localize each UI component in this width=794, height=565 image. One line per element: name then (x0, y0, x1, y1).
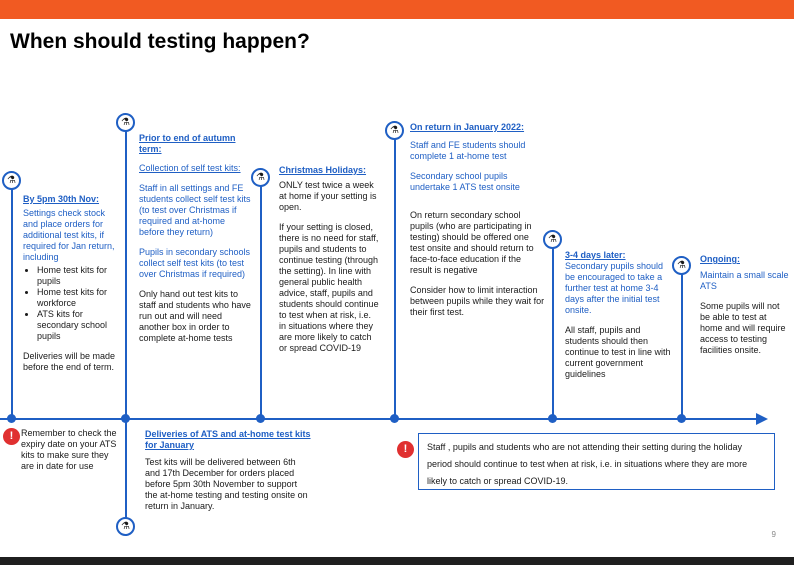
timeline-dot-christmas (256, 414, 265, 423)
top-accent-bar (0, 0, 794, 19)
step-text: Pupils in secondary schools collect self test kits (to test over Christmas if required) (139, 247, 251, 279)
step-text: All staff, pupils and students should then continue to test in line with current government guidelines (565, 325, 671, 379)
step-text: Staff and FE students should complete 1 at-home test (410, 140, 526, 161)
step-text: On return secondary school pupils (who are participating in testing) should be offered one test onsite and should return to face-to-face education if the result is negative (410, 210, 534, 275)
timeline-stem-deliveries (125, 420, 127, 520)
flask-icon: ⚗ (251, 168, 270, 187)
step-text: Staff in all settings and FE students collect self test kits (to test over Christmas if required and at-home before they return) (139, 183, 251, 237)
timeline-dot-ongoing (677, 414, 686, 423)
timeline-axis (0, 418, 760, 420)
timeline-dot-january (390, 414, 399, 423)
step-text: If your setting is closed, there is no need for staff, pupils and students to continue testing (through the setting). In line with general public health advice, staff, pupils and students should continue to test when at risk, i.e. in situations where they are more likely to catch or spread COVID-19 (279, 222, 379, 353)
timeline-stem-january (394, 138, 396, 418)
step-ongoing (700, 254, 790, 356)
deliveries-heading: Deliveries of ATS and at-home test kits for January (145, 429, 311, 450)
step-days-later (565, 250, 673, 380)
timeline-arrow-icon (756, 413, 768, 425)
step-nov-30 (23, 194, 120, 373)
holiday-note-box (418, 433, 775, 490)
timeline-stem-autumn (125, 128, 127, 420)
timeline-dot-nov (7, 414, 16, 423)
expiry-note: Remember to check the expiry date on your ATS kits to make sure they are in date for use (21, 428, 117, 471)
list-item: • Home test kits for workforce (37, 287, 120, 309)
kit-list (23, 265, 120, 342)
step-text: Maintain a small scale ATS (700, 270, 789, 291)
timeline-stem-christmas (260, 182, 262, 418)
timeline-stem-days-later (552, 245, 554, 418)
step-text: Secondary school pupils undertake 1 ATS test onsite (410, 171, 520, 192)
bottom-bar (0, 557, 794, 565)
step-heading: Prior to end of autumn term: (139, 133, 236, 154)
page-title: When should testing happen? (10, 30, 310, 53)
holiday-note-text: Staff , pupils and students who are not attending their setting during the holiday period should continue to test when at risk, i.e. in situations where they are more likely to catch or spread COVID-19. (427, 442, 748, 486)
step-heading: Christmas Holidays: (279, 165, 367, 175)
step-heading: 3-4 days later: (565, 250, 626, 260)
deliveries-text: Test kits will be delivered between 6th and 17th December for orders placed before 5pm 30th November to support the at-home testing and testing onsite on return in January. (145, 457, 308, 511)
flask-icon: ⚗ (385, 121, 404, 140)
flask-icon: ⚗ (116, 113, 135, 132)
timeline-dot-days-later (548, 414, 557, 423)
timeline-stem-ongoing (681, 270, 683, 418)
step-text: Secondary pupils should be encouraged to take a further test at home 3-4 days after the initial test onsite. (565, 261, 664, 315)
flask-icon: ⚗ (543, 230, 562, 249)
step-heading: By 5pm 30th Nov: (23, 194, 100, 204)
flask-icon: ⚗ (2, 171, 21, 190)
flask-icon: ⚗ (116, 517, 135, 536)
step-text: ONLY test twice a week at home if your setting is open. (279, 180, 377, 212)
deliveries-box (145, 429, 315, 512)
list-item: • Home test kits for pupils (37, 265, 120, 287)
step-january-return (410, 122, 545, 318)
step-subheading: Collection of self test kits: (139, 163, 241, 173)
flask-icon: ⚗ (672, 256, 691, 275)
step-autumn-term (139, 133, 251, 344)
warning-icon: ! (397, 441, 414, 458)
step-deliveries: Deliveries will be made before the end of term. (23, 351, 116, 372)
step-text: Some pupils will not be able to test at home and will require access to testing facilities onsite. (700, 301, 786, 355)
step-text: Only hand out test kits to staff and students who have run out and will need another box in order to complete at-home tests (139, 289, 251, 343)
step-heading: On return in January 2022: (410, 122, 525, 132)
step-heading: Ongoing: (700, 254, 740, 264)
list-item: • ATS kits for secondary school pupils (37, 309, 120, 342)
warning-icon: ! (3, 428, 20, 445)
timeline-stem-nov (11, 182, 13, 418)
step-text: Consider how to limit interaction between pupils while they wait for their first test. (410, 285, 545, 317)
step-intro: Settings check stock and place orders for additional test kits, if required for Jan return, including (23, 208, 115, 262)
page-number: 9 (771, 530, 776, 539)
step-christmas (279, 165, 379, 354)
